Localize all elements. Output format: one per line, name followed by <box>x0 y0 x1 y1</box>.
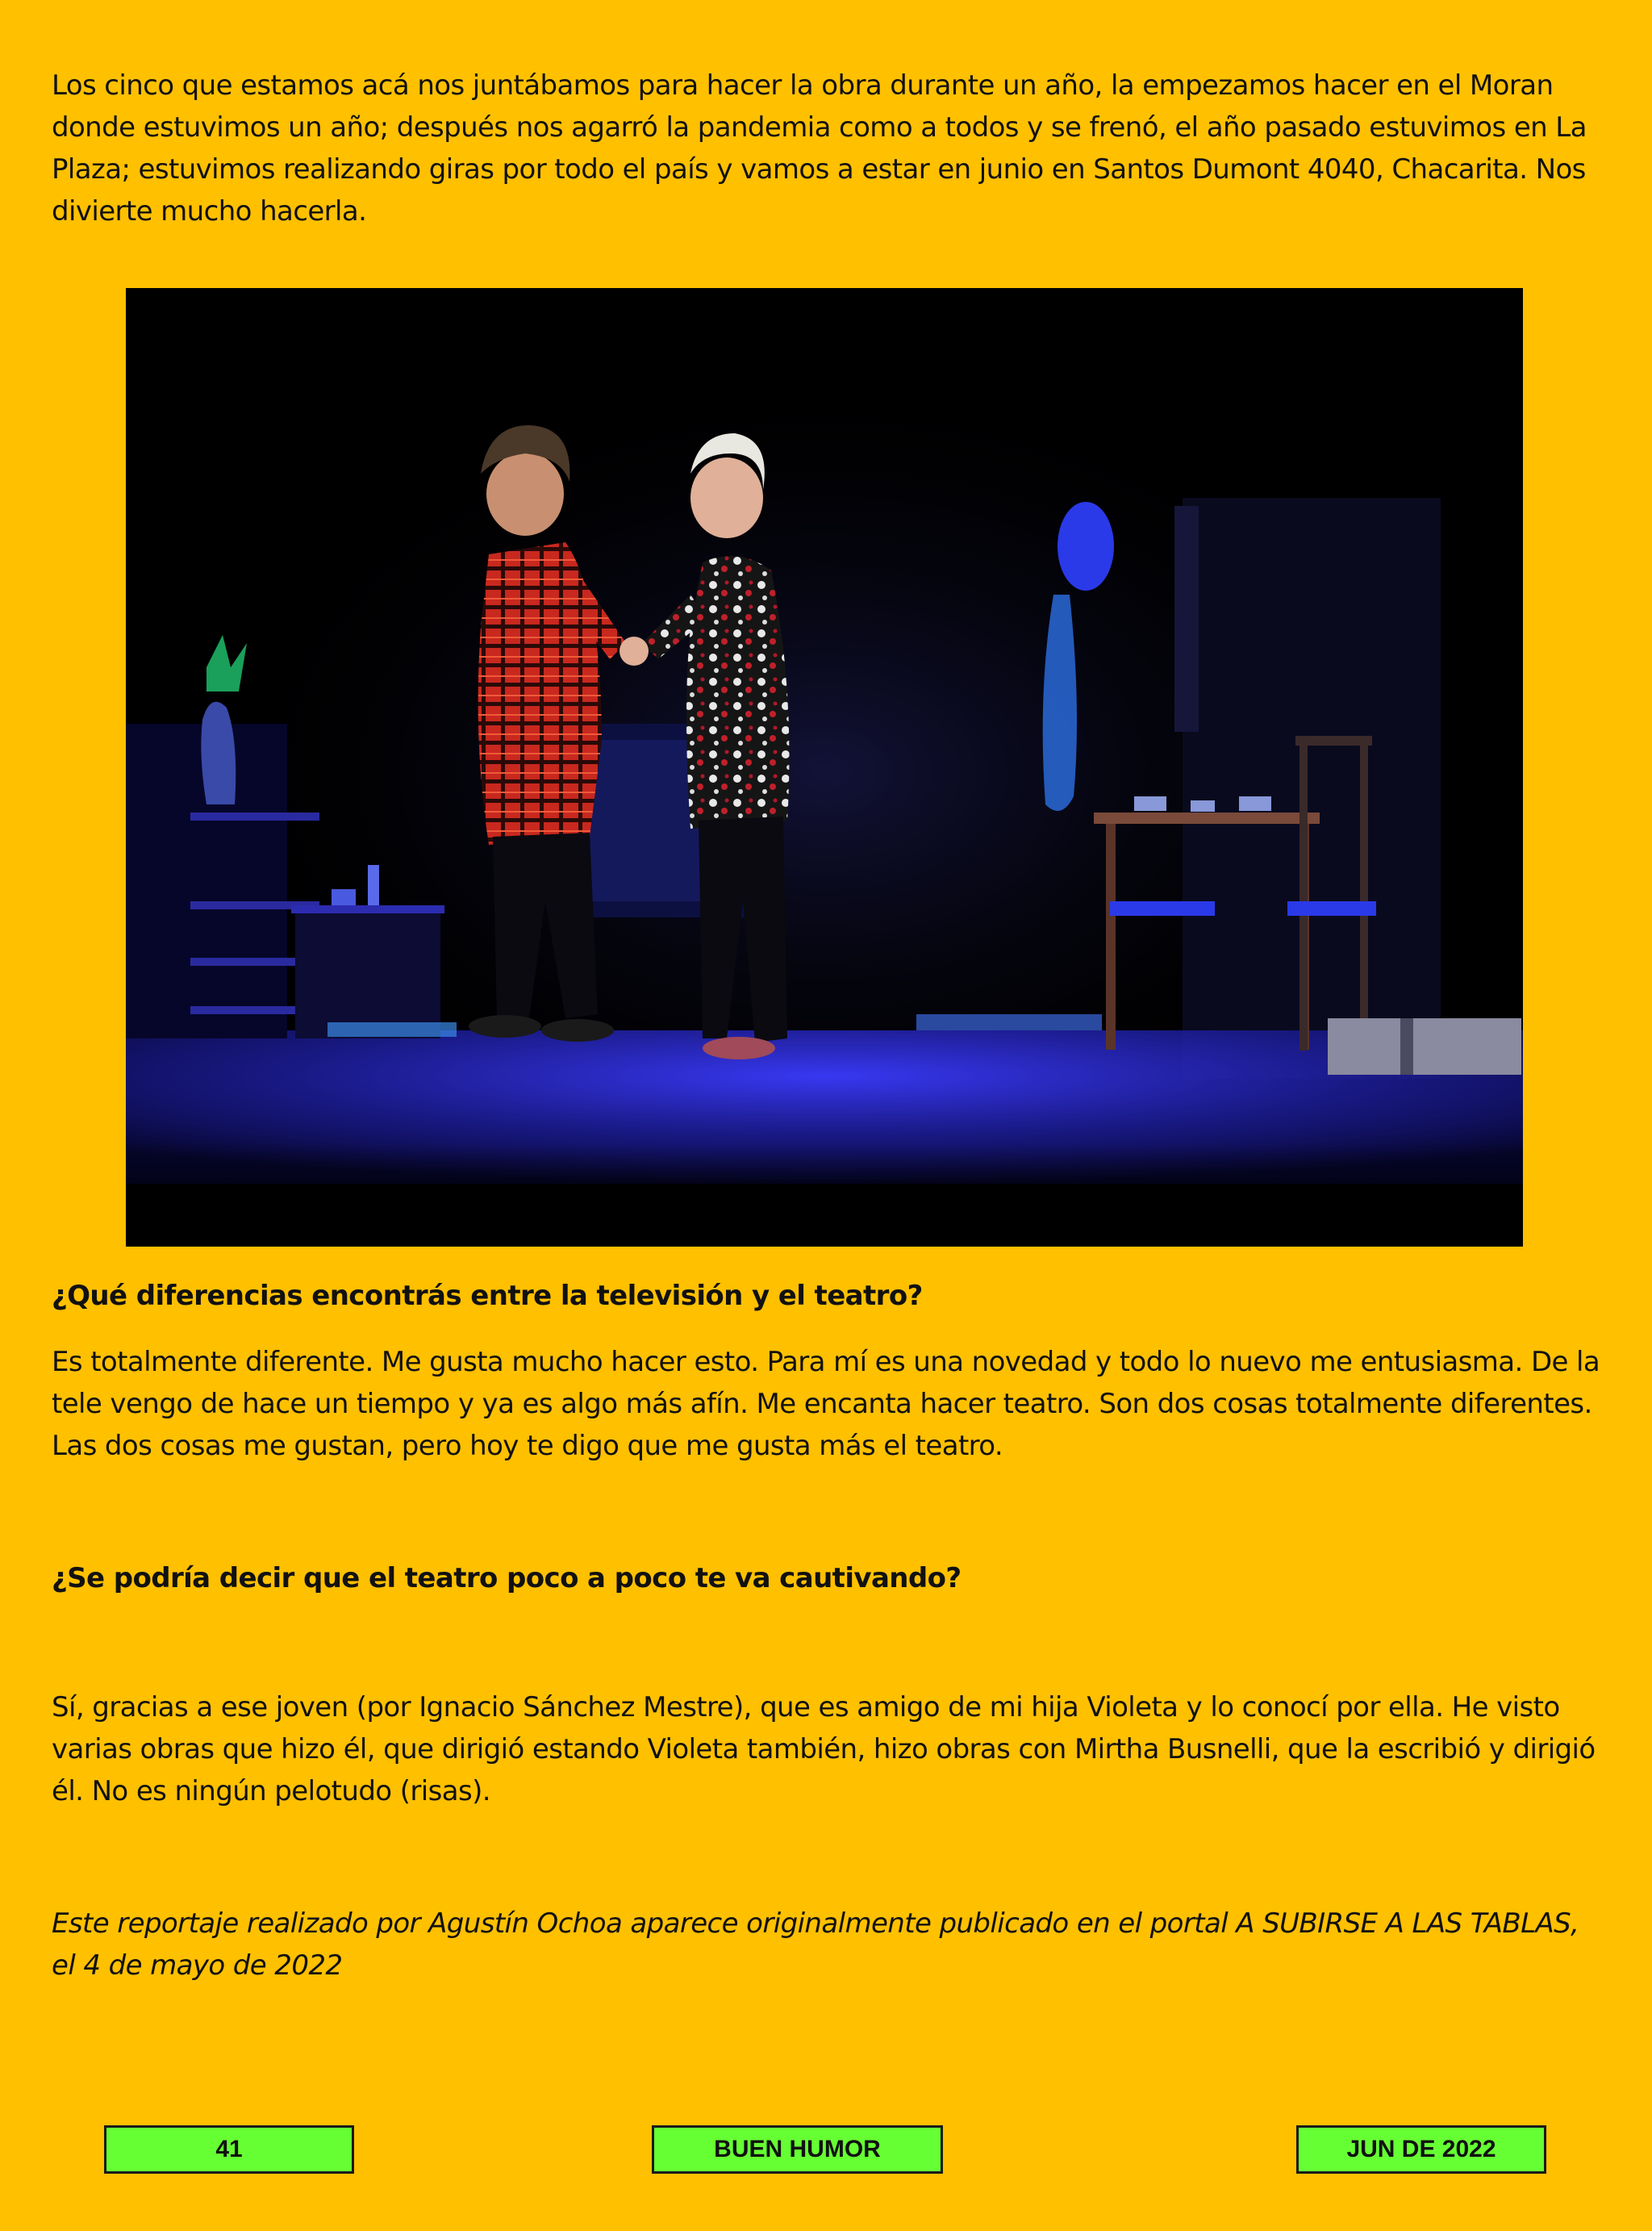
stage-photo <box>126 288 1523 1247</box>
answer-tv-vs-theater: Es totalmente diferente. Me gusta mucho hacer esto. Para mí es una novedad y todo lo nuevo me entusiasma. De la tele vengo de hace un tiempo y ya es algo más afín. Me encanta hacer teatro. Son dos cosas totalmente diferentes. Las dos cosas me gustan, pero hoy te digo que me gusta más el teatro. <box>52 1346 1600 1462</box>
article-credit: Este reportaje realizado por Agustín Ochoa aparece originalmente publicado en el portal A SUBIRSE A LAS TABLAS, el 4 de mayo de 2022 <box>52 1907 1579 1982</box>
question-tv-vs-theater: ¿Qué diferencias encontrás entre la televisión y el teatro? <box>52 1280 923 1312</box>
section-name: BUEN HUMOR <box>652 2125 943 2174</box>
question-theater-captivating: ¿Se podría decir que el teatro poco a poco te va cautivando? <box>52 1562 962 1594</box>
answer-theater-captivating: Sí, gracias a ese joven (por Ignacio Sánchez Mestre), que es amigo de mi hija Violeta y lo conocí por ella. He visto varias obras que hizo él, que dirigió estando Violeta también, hizo obras con Mirtha Busnelli, que la escribió y dirigió él. No es ningún pelotudo (risas). <box>52 1691 1596 1807</box>
intro-paragraph: Los cinco que estamos acá nos juntábamos para hacer la obra durante un año, la empezamos hacer en el Moran donde estuvimos un año; después nos agarró la pandemia como a todos y se frenó, el año pasado estuvimos en La Plaza; estuvimos realizando giras por todo el país y vamos a estar en junio en Santos Dumont 4040, Chacarita. Nos divierte mucho hacerla. <box>52 69 1587 228</box>
issue-date: JUN DE 2022 <box>1296 2125 1546 2174</box>
page-number: 41 <box>104 2125 354 2174</box>
